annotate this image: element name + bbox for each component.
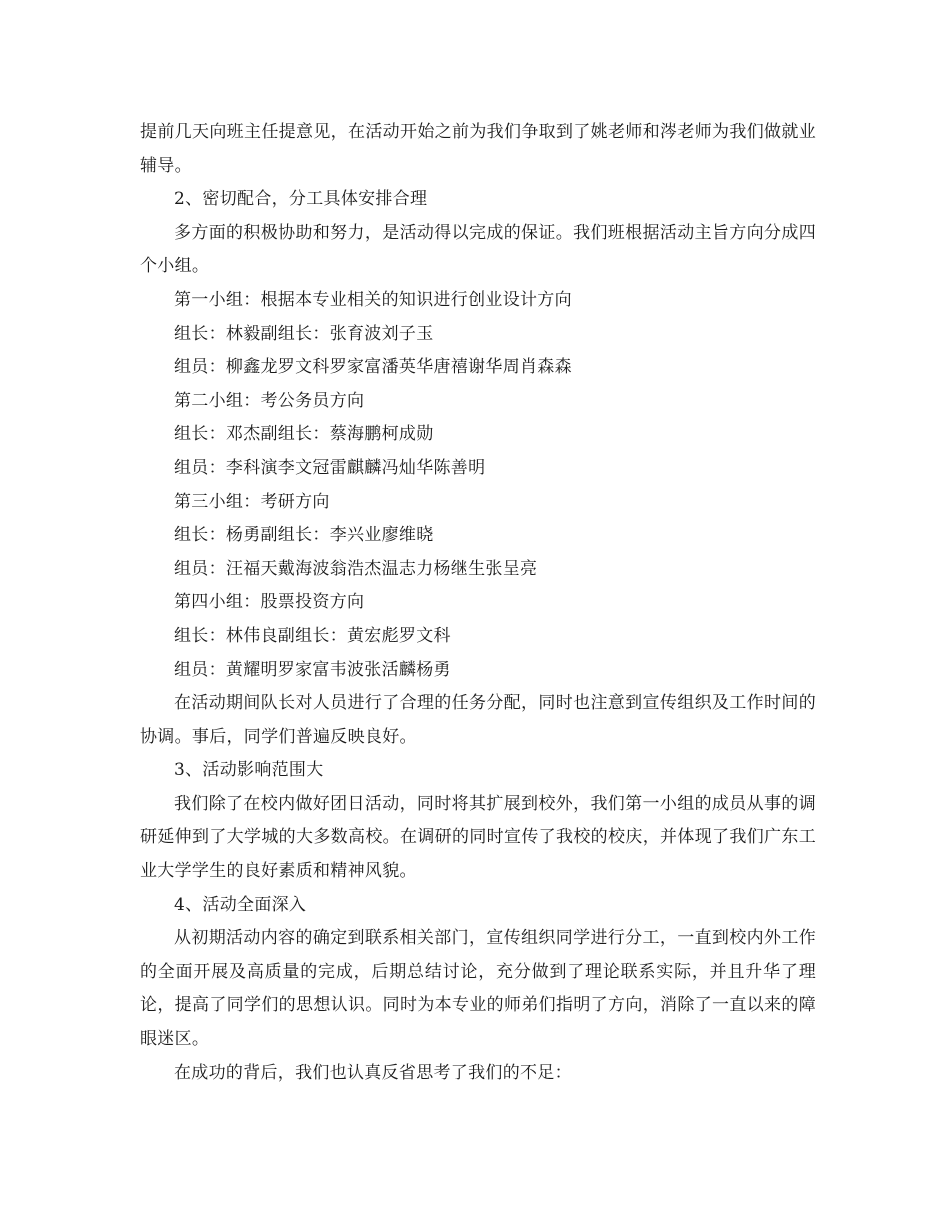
paragraph: 从初期活动内容的确定到联系相关部门，宣传组织同学进行分工，一直到校内外工作的全面开展及高质量的完成，后期总结讨论，充分做到了理论联系实际，并且升华了理论，提高了同学们的思想认识。同时为本专业的师弟们指明了方向，消除了一直以来的障眼迷区。 — [140, 928, 816, 1050]
group-2-leaders: 组长：邓杰副组长：蔡海鹏柯成勋 — [174, 424, 434, 445]
group-4-leaders: 组长：林伟良副组长：黄宏彪罗文科 — [174, 625, 451, 646]
section-heading-3: 3、活动影响范围大 — [174, 760, 324, 781]
group-2-members: 组员：李科演李文冠雷麒麟冯灿华陈善明 — [174, 457, 486, 478]
section-heading-2: 2、密切配合，分工具体安排合理 — [174, 189, 428, 210]
group-1-title: 第一小组：根据本专业相关的知识进行创业设计方向 — [174, 289, 572, 310]
paragraph: 在活动期间队长对人员进行了合理的任务分配，同时也注意到宣传组织及工作时间的协调。事后，同学们普遍反映良好。 — [140, 693, 816, 747]
group-4-members: 组员：黄耀明罗家富韦波张活麟杨勇 — [174, 659, 451, 680]
group-2-title: 第二小组：考公务员方向 — [174, 390, 365, 411]
group-1-members: 组员：柳鑫龙罗文科罗家富潘英华唐禧谢华周肖森森 — [174, 357, 572, 378]
paragraph: 我们除了在校内做好团日活动，同时将其扩展到校外，我们第一小组的成员从事的调研延伸到了大学城的大多数高校。在调研的同时宣传了我校的校庆，并体现了我们广东工业大学学生的良好素质和精神风貌。 — [140, 793, 816, 882]
section-heading-4: 4、活动全面深入 — [174, 894, 307, 915]
group-3-members: 组员：汪福天戴海波翁浩杰温志力杨继生张呈亮 — [174, 558, 538, 579]
group-3-title: 第三小组：考研方向 — [174, 491, 330, 512]
document-body — [140, 116, 816, 1090]
paragraph: 在成功的背后，我们也认真反省思考了我们的不足： — [174, 1062, 572, 1083]
group-1-leaders: 组长：林毅副组长：张育波刘子玉 — [174, 323, 434, 344]
paragraph-continuation: 提前几天向班主任提意见，在活动开始之前为我们争取到了姚老师和涔老师为我们做就业辅导。 — [140, 122, 816, 176]
group-3-leaders: 组长：杨勇副组长：李兴业廖维晓 — [174, 525, 434, 546]
group-4-title: 第四小组：股票投资方向 — [174, 592, 365, 613]
paragraph: 多方面的积极协助和努力，是活动得以完成的保证。我们班根据活动主旨方向分成四个小组。 — [140, 222, 816, 277]
